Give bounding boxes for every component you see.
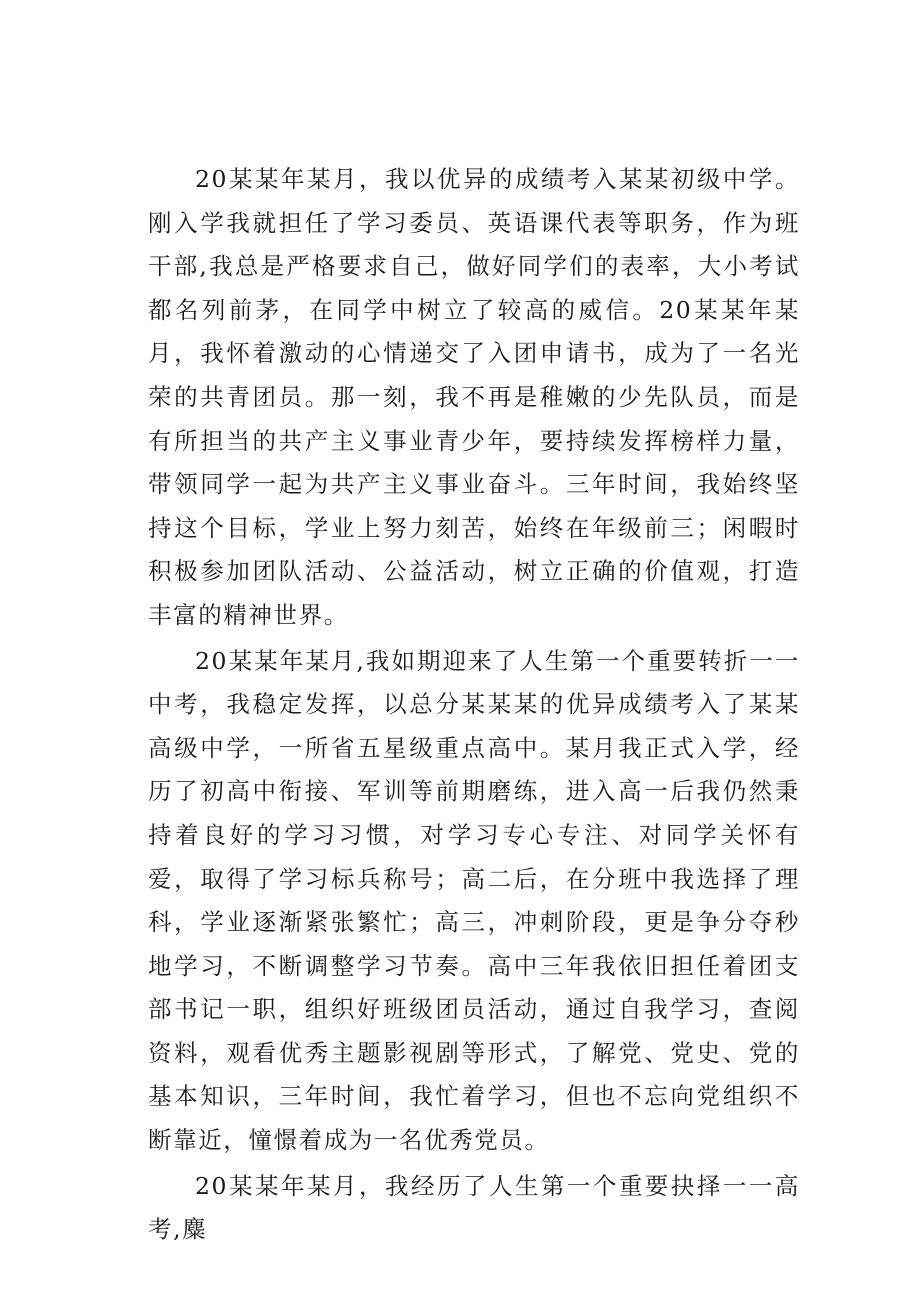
- paragraph-junior-high: 20某某年某月，我以优异的成绩考入某某初级中学。刚入学我就担任了学习委员、英语课代表等职务，作为班干部,我总是严格要求自己，做好同学们的表率，大小考试都名列前茅，在同学中树立了较高的威信。20某某年某月，我怀着激动的心情递交了入团申请书，成为了一名光荣的共青团员。那一刻，我不再是稚嫩的少先队员，而是有所担当的共产主义事业青少年，要持续发挥榜样力量，带领同学一起为共产主义事业奋斗。三年时间，我始终坚持这个目标，学业上努力刻苦，始终在年级前三；闲暇时积极参加团队活动、公益活动，树立正确的价值观，打造丰富的精神世界。: [148, 165, 800, 629]
- document-body: [148, 158, 800, 1254]
- paragraph-senior-high: 20某某年某月,我如期迎来了人生第一个重要转折一一中考，我稳定发挥，以总分某某某的优异成绩考入了某某高级中学，一所省五星级重点高中。某月我正式入学，经历了初高中衔接、军训等前期磨练，进入高一后我仍然秉持着良好的学习习惯，对学习专心专注、对同学关怀有爱，取得了学习标兵称号；高二后，在分班中我选择了理科，学业逐渐紧张繁忙；高三，冲刺阶段，更是争分夺秒地学习，不断调整学习节奏。高中三年我依旧担任着团支部书记一职，组织好班级团员活动，通过自我学习，查阅资料，观看优秀主题影视剧等形式，了解党、党史、党的基本知识，三年时间，我忙着学习，但也不忘向党组织不断靠近，憧憬着成为一名优秀党员。: [148, 646, 800, 1155]
- paragraph-college-entrance: 20某某年某月，我经历了人生第一个重要抉择一一高考,麋: [148, 1171, 800, 1244]
